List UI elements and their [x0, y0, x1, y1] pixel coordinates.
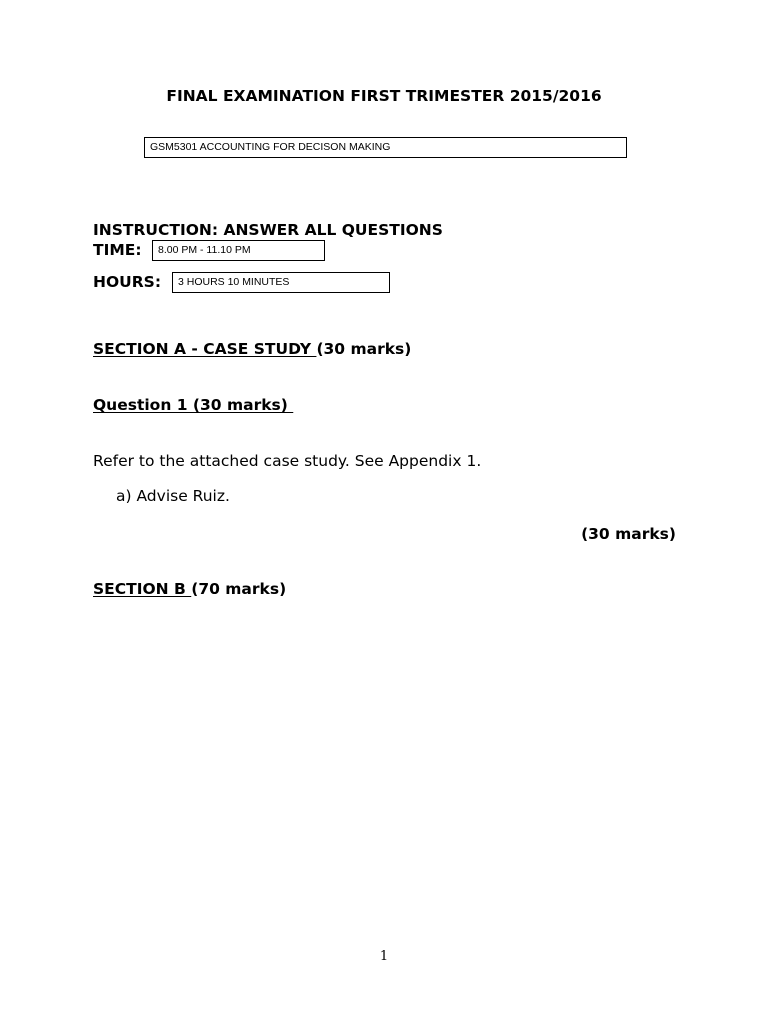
question-1-heading: Question 1 (30 marks) [93, 396, 294, 414]
section-a-title: SECTION A - CASE STUDY [93, 340, 317, 358]
hours-box: 3 HOURS 10 MINUTES [172, 272, 390, 293]
hours-label: HOURS: [93, 273, 162, 291]
instruction-text: INSTRUCTION: ANSWER ALL QUESTIONS [93, 221, 443, 239]
exam-title: FINAL EXAMINATION FIRST TRIMESTER 2015/2016 [166, 87, 602, 105]
section-a-marks: (30 marks) [316, 340, 412, 358]
time-box: 8.00 PM - 11.10 PM [152, 240, 325, 261]
course-box: GSM5301 ACCOUNTING FOR DECISON MAKING [144, 137, 627, 158]
section-b-marks: (70 marks) [191, 580, 287, 598]
question-1-item-a: a) Advise Ruiz. [116, 487, 230, 505]
time-label: TIME: [93, 241, 142, 259]
section-b-heading [93, 580, 286, 598]
question-1-marks: (30 marks) [581, 525, 676, 543]
section-b-title: SECTION B [93, 580, 192, 598]
page-number: 1 [379, 949, 389, 964]
section-a-heading [93, 340, 411, 358]
question-1-prompt: Refer to the attached case study. See Appendix 1. [93, 452, 482, 470]
